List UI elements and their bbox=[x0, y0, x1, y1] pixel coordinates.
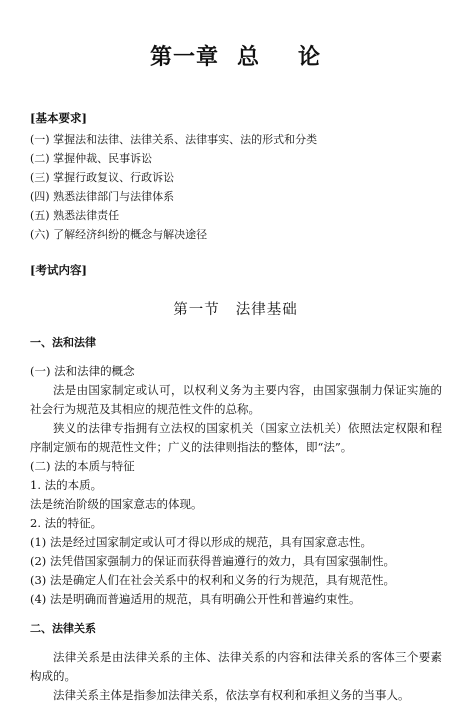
heading-law-and-laws: 一、法和法律 bbox=[30, 336, 96, 349]
chapter-title-word-1: 总 bbox=[236, 44, 260, 70]
feature-item: (3) 法是确定人们在社会关系中的权利和义务的行为规范，具有规范性。 bbox=[30, 573, 395, 587]
paragraph-narrow-broad-law: 狭义的法律专指拥有立法权的国家机关（国家立法机关）依照法定权限和程序制定颁布的规范性文件；广义的法律则指法的整体，即“法”。 bbox=[30, 421, 442, 454]
section-name: 法律基础 bbox=[235, 302, 298, 318]
requirement-item: (二) 掌握仲裁、民事诉讼 bbox=[30, 152, 153, 165]
feature-item: (1) 法是经过国家制定或认可才得以形成的规范，具有国家意志性。 bbox=[30, 535, 372, 549]
requirement-item: (四) 熟悉法律部门与法律体系 bbox=[30, 190, 175, 203]
chapter-title-word-2: 论 bbox=[298, 44, 322, 70]
requirement-item: (五) 熟悉法律责任 bbox=[30, 209, 120, 222]
subheading-concept: (一) 法和法律的概念 bbox=[30, 364, 135, 378]
paragraph-law-definition: 法是由国家制定或认可，以权利义务为主要内容，由国家强制力保证实施的社会行为规范及其相应的规范性文件的总称。 bbox=[30, 383, 442, 416]
paragraph-legal-relation-elements: 法律关系是由法律关系的主体、法律关系的内容和法律关系的客体三个要素构成的。 bbox=[30, 650, 442, 683]
chapter-title bbox=[0, 40, 471, 71]
item-features: 2. 法的特征。 bbox=[30, 516, 103, 530]
requirement-item: (三) 掌握行政复议、行政诉讼 bbox=[30, 171, 175, 184]
requirement-item: (一) 掌握法和法律、法律关系、法律事实、法的形式和分类 bbox=[30, 133, 318, 146]
requirements-list bbox=[30, 130, 317, 244]
subheading-nature-features: (二) 法的本质与特征 bbox=[30, 459, 135, 473]
exam-content-heading: [考试内容] bbox=[30, 263, 87, 277]
basic-requirements-heading: [基本要求] bbox=[30, 111, 87, 125]
requirement-item: (六) 了解经济纠纷的概念与解决途径 bbox=[30, 228, 208, 241]
section-title bbox=[0, 298, 471, 319]
item-nature-text: 法是统治阶级的国家意志的体现。 bbox=[30, 497, 203, 511]
item-nature: 1. 法的本质。 bbox=[30, 478, 103, 492]
heading-legal-relations: 二、法律关系 bbox=[30, 622, 96, 635]
paragraph-legal-relation-subject: 法律关系主体是指参加法律关系，依法享有权利和承担义务的当事人。 bbox=[53, 688, 410, 702]
feature-item: (4) 法是明确而普遍适用的规范，具有明确公开性和普遍约束性。 bbox=[30, 592, 361, 606]
feature-item: (2) 法凭借国家强制力的保证而获得普遍遵行的效力，具有国家强制性。 bbox=[30, 554, 395, 568]
chapter-number: 第一章 bbox=[149, 44, 219, 70]
section-body bbox=[30, 333, 442, 705]
section-number: 第一节 bbox=[173, 302, 220, 318]
